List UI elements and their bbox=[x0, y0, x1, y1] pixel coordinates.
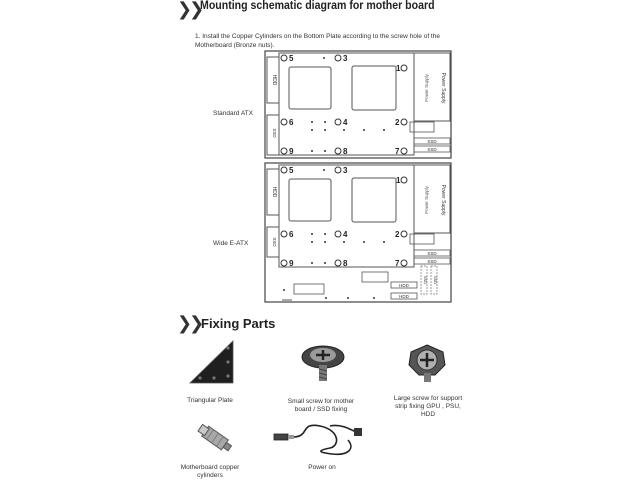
fixing-header-icon: ❯❯ bbox=[177, 313, 202, 334]
hole-number: 8 bbox=[343, 147, 348, 156]
hdd-label: HDD bbox=[271, 186, 277, 198]
diagram-label-standard-atx: Standard ATX bbox=[213, 110, 253, 117]
power-supply-label: Power Supply bbox=[440, 184, 446, 216]
part-label-small-screw: Small screw for mother board / SSD fixing bbox=[287, 398, 355, 413]
ssd1-label: SSD bbox=[427, 139, 437, 144]
ssd-vertical-label: SSD bbox=[433, 275, 438, 285]
ssd2-label: SSD bbox=[427, 147, 437, 152]
hole-number: 8 bbox=[343, 259, 348, 268]
side-tab-label: SSD bbox=[272, 128, 277, 138]
hole-number: 5 bbox=[289, 54, 294, 63]
hdd-bottom-label: HDD bbox=[399, 294, 409, 299]
part-label-triangular-plate: Triangular Plate bbox=[187, 397, 233, 404]
copper-cylinder-icon bbox=[195, 418, 235, 458]
part-label-large-screw: Large screw for support strip fixing GPU , PSU, HDD bbox=[393, 395, 463, 418]
hole-number: 2 bbox=[395, 230, 400, 239]
ssd-vertical-label: SSD bbox=[423, 275, 428, 285]
hole-number: 1 bbox=[396, 176, 401, 185]
hole-number: 2 bbox=[395, 118, 400, 127]
hole-number: 3 bbox=[343, 54, 348, 63]
hole-number: 7 bbox=[395, 147, 400, 156]
ssd1-label: SSD bbox=[427, 251, 437, 256]
part-label-power-on: Power on bbox=[308, 464, 336, 471]
hole-number: 4 bbox=[343, 118, 348, 127]
hdd-label: HDD bbox=[271, 74, 277, 86]
small-screw-icon bbox=[300, 343, 346, 383]
diagram-label-wide-eatx: Wide E-ATX bbox=[213, 240, 249, 247]
hole-number: 4 bbox=[343, 230, 348, 239]
hole-number: 6 bbox=[289, 230, 294, 239]
fixing-title: Fixing Parts bbox=[201, 316, 276, 331]
hole-number: 9 bbox=[289, 259, 294, 268]
mounting-instruction: 1. Install the Copper Cylinders on the Bottom Plate according to the screw hole of the Motherboard (Bronze nuts). bbox=[195, 33, 440, 49]
hdd-bottom-label: HDD bbox=[399, 283, 409, 288]
mounting-header-icon: ❯❯ bbox=[177, 0, 202, 20]
hole-number: 3 bbox=[343, 166, 348, 175]
part-label-copper-cylinder: Motherboard copper cylinders bbox=[180, 464, 240, 479]
power-supply-mirror-label: Power Supply bbox=[424, 74, 429, 102]
triangular-plate-icon bbox=[188, 340, 236, 385]
hole-number: 6 bbox=[289, 118, 294, 127]
hole-number: 9 bbox=[289, 147, 294, 156]
hole-number: 1 bbox=[396, 64, 401, 73]
hole-number: 7 bbox=[395, 259, 400, 268]
side-tab-label: SSD bbox=[272, 237, 277, 247]
standard-atx-diagram bbox=[264, 50, 452, 160]
wide-eatx-diagram bbox=[264, 162, 452, 304]
mounting-title: Mounting schematic diagram for mother board bbox=[200, 0, 435, 12]
power-supply-mirror-label: Power Supply bbox=[424, 186, 429, 214]
hole-number: 5 bbox=[289, 166, 294, 175]
power-supply-label: Power Supply bbox=[440, 72, 446, 104]
power-switch-cable-icon bbox=[270, 414, 365, 456]
ssd2-label: SSD bbox=[427, 259, 437, 264]
large-screw-icon bbox=[405, 343, 449, 383]
